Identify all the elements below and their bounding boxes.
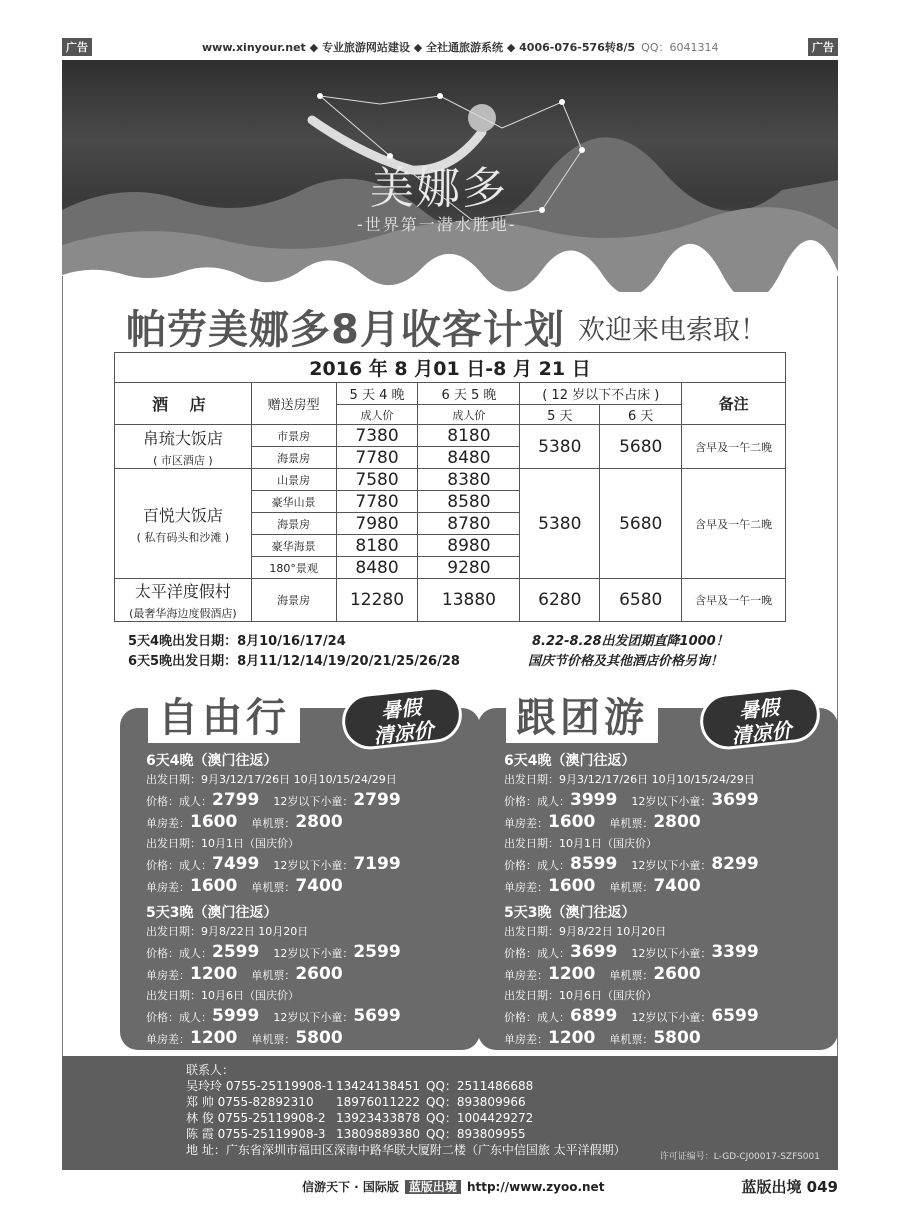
contact-mobile: 18976011222 bbox=[336, 1095, 420, 1109]
child-label: 12岁以下小童： bbox=[273, 1011, 354, 1024]
hero-banner bbox=[62, 60, 838, 292]
child-label: 12岁以下小童： bbox=[631, 947, 712, 960]
package-price bbox=[146, 1006, 466, 1028]
panel-free-travel bbox=[120, 695, 480, 1050]
date-value: 10月6日（国庆价） bbox=[559, 989, 657, 1002]
price-5d4n: 7980 bbox=[336, 513, 418, 535]
child-label: 12岁以下小童： bbox=[631, 1011, 712, 1024]
header-5d4n: 5 天 4 晚 bbox=[336, 383, 418, 405]
child-price: 2599 bbox=[353, 942, 401, 962]
package-date bbox=[146, 770, 466, 790]
package-price bbox=[504, 1006, 824, 1028]
contact-mobile: 13923433878 bbox=[336, 1111, 420, 1125]
adult-price: 5999 bbox=[212, 1006, 260, 1026]
contact-name-phone: 吴玲玲 0755-25119908-1 bbox=[186, 1079, 334, 1093]
child-label: 12岁以下小童： bbox=[631, 795, 712, 808]
ad-label-left: 广告 bbox=[62, 38, 92, 56]
contact-label: 联系人： bbox=[186, 1063, 235, 1077]
adult-price: 6899 bbox=[570, 1006, 618, 1026]
date-value: 9月3/12/17/26日 10月10/15/24/29日 bbox=[201, 773, 397, 786]
price-label: 价格：成人： bbox=[504, 947, 570, 960]
single-supplement: 1600 bbox=[548, 812, 596, 832]
price-5d4n: 7780 bbox=[336, 491, 418, 513]
header-remark: 备注 bbox=[682, 383, 786, 425]
date-value: 9月8/22日 10月20日 bbox=[201, 925, 309, 938]
ticket-price: 5800 bbox=[295, 1028, 343, 1048]
price-label: 价格：成人： bbox=[146, 859, 212, 872]
adult-price: 7499 bbox=[212, 854, 260, 874]
price-6d5n: 8380 bbox=[418, 469, 520, 491]
date-label: 出发日期： bbox=[504, 925, 559, 938]
hotel-cell bbox=[115, 425, 252, 469]
adult-price: 3699 bbox=[570, 942, 618, 962]
header-adult-6d: 成人价 bbox=[418, 405, 520, 425]
ad-label-right: 广告 bbox=[808, 38, 838, 56]
package-date bbox=[504, 834, 824, 854]
price-label: 价格：成人： bbox=[146, 1011, 212, 1024]
contact-qq: QQ：1004429272 bbox=[426, 1111, 534, 1125]
page-number: 蓝版出境 049 bbox=[741, 1178, 838, 1196]
contact-mobile: 13809889380 bbox=[336, 1127, 420, 1141]
package-extras bbox=[146, 812, 466, 834]
price-6d5n: 8580 bbox=[418, 491, 520, 513]
single-label: 单房差： bbox=[146, 881, 190, 894]
contact-qq: QQ：893809966 bbox=[426, 1095, 526, 1109]
ticket-label: 单机票： bbox=[609, 969, 654, 982]
page-subtitle: 欢迎来电索取！ bbox=[578, 315, 767, 346]
footer-center bbox=[302, 1178, 604, 1195]
contact-row bbox=[186, 1094, 626, 1110]
panel-body bbox=[504, 752, 824, 1050]
hotel-name: 帛琉大饭店 bbox=[142, 428, 223, 448]
date-value: 10月1日（国庆价） bbox=[201, 837, 299, 850]
package-date bbox=[146, 986, 466, 1006]
package-price bbox=[504, 790, 824, 812]
ticket-price: 2600 bbox=[295, 964, 343, 984]
table-row bbox=[115, 579, 786, 622]
hotel-cell bbox=[115, 579, 252, 622]
date-label: 出发日期： bbox=[146, 925, 201, 938]
package-title: 6天4晚（澳门往返） bbox=[504, 753, 636, 769]
header-hotel: 酒 店 bbox=[115, 383, 252, 425]
price-6d5n: 9280 bbox=[418, 557, 520, 579]
room-type: 海景房 bbox=[251, 447, 336, 469]
package-date bbox=[504, 770, 824, 790]
price-5d4n: 8480 bbox=[336, 557, 418, 579]
date-label: 出发日期： bbox=[146, 989, 201, 1002]
room-type: 山景房 bbox=[251, 469, 336, 491]
package-extras bbox=[504, 1028, 824, 1050]
date-value: 10月6日（国庆价） bbox=[201, 989, 299, 1002]
panel-title: 跟团游 bbox=[506, 686, 658, 743]
adult-price: 2799 bbox=[212, 790, 260, 810]
room-type: 180°景观 bbox=[251, 557, 336, 579]
package-extras bbox=[146, 1028, 466, 1050]
panel-title: 自由行 bbox=[148, 686, 300, 743]
single-label: 单房差： bbox=[504, 817, 548, 830]
price-5d4n: 12280 bbox=[336, 579, 418, 622]
departure-line-6d: 6天5晚出发日期：8月11/12/14/19/20/21/25/26/28 bbox=[128, 654, 460, 669]
ticket-label: 单机票： bbox=[251, 817, 296, 830]
ticket-label: 单机票： bbox=[251, 1033, 296, 1046]
package-price bbox=[504, 854, 824, 876]
departure-note-discount: 8.22-8.28出发团期直降1000！ bbox=[532, 634, 729, 649]
footer-url[interactable]: http://www.zyoo.net bbox=[466, 1180, 605, 1194]
price-6d5n: 8780 bbox=[418, 513, 520, 535]
package-price bbox=[146, 942, 466, 964]
room-type: 市景房 bbox=[251, 425, 336, 447]
ticket-label: 单机票： bbox=[251, 881, 296, 894]
price-6d5n: 8180 bbox=[418, 425, 520, 447]
adult-price: 8599 bbox=[570, 854, 618, 874]
package-title: 5天3晚（澳门往返） bbox=[504, 905, 636, 921]
single-label: 单房差： bbox=[146, 817, 190, 830]
single-supplement: 1200 bbox=[190, 1028, 238, 1048]
contact-qq: QQ：2511486688 bbox=[426, 1079, 534, 1093]
contact-qq: QQ：893809955 bbox=[426, 1127, 526, 1141]
ticket-label: 单机票： bbox=[609, 1033, 654, 1046]
hotel-sub: ( 私有码头和沙滩 ) bbox=[136, 530, 230, 544]
child-label: 12岁以下小童： bbox=[273, 859, 354, 872]
package-extras bbox=[504, 812, 824, 834]
date-range: 2016 年 8 月01 日-8 月 21 日 bbox=[115, 353, 786, 383]
child-price: 6599 bbox=[711, 1006, 759, 1026]
single-label: 单房差： bbox=[146, 1033, 190, 1046]
child-price: 7199 bbox=[353, 854, 401, 874]
badge-line-1: 暑假 bbox=[737, 695, 781, 724]
child-price-5d: 5380 bbox=[520, 469, 600, 579]
single-supplement: 1200 bbox=[548, 964, 596, 984]
child-price-5d: 6280 bbox=[520, 579, 600, 622]
table-header-row bbox=[115, 383, 786, 405]
adult-price: 2599 bbox=[212, 942, 260, 962]
single-supplement: 1600 bbox=[190, 812, 238, 832]
single-label: 单房差： bbox=[504, 881, 548, 894]
price-label: 价格：成人： bbox=[504, 795, 570, 808]
package-date bbox=[146, 922, 466, 942]
single-label: 单房差： bbox=[504, 1033, 548, 1046]
room-type: 豪华海景 bbox=[251, 535, 336, 557]
date-label: 出发日期： bbox=[146, 773, 201, 786]
contact-mobile: 13424138451 bbox=[336, 1079, 420, 1093]
ticket-price: 2800 bbox=[653, 812, 701, 832]
child-price-6d: 6580 bbox=[600, 579, 682, 622]
package-date bbox=[504, 922, 824, 942]
price-6d5n: 13880 bbox=[418, 579, 520, 622]
remark: 含早及一午二晚 bbox=[682, 469, 786, 579]
ticket-price: 5800 bbox=[653, 1028, 701, 1048]
child-price: 5699 bbox=[353, 1006, 401, 1026]
footer-tag: 蓝版出境 bbox=[405, 1180, 461, 1194]
single-label: 单房差： bbox=[146, 969, 190, 982]
price-label: 价格：成人： bbox=[146, 947, 212, 960]
top-ad-bar bbox=[62, 38, 838, 56]
price-label: 价格：成人： bbox=[504, 1011, 570, 1024]
package-extras bbox=[146, 964, 466, 986]
header-room-type: 赠送房型 bbox=[251, 383, 336, 425]
remark: 含早及一午一晚 bbox=[682, 579, 786, 622]
price-5d4n: 7580 bbox=[336, 469, 418, 491]
package-price bbox=[146, 790, 466, 812]
date-value: 10月1日（国庆价） bbox=[559, 837, 657, 850]
price-5d4n: 7780 bbox=[336, 447, 418, 469]
table-row bbox=[115, 425, 786, 447]
contact-section bbox=[62, 1056, 838, 1170]
package-title: 6天4晚（澳门往返） bbox=[146, 753, 278, 769]
child-label: 12岁以下小童： bbox=[631, 859, 712, 872]
ticket-label: 单机票： bbox=[251, 969, 296, 982]
single-supplement: 1600 bbox=[190, 876, 238, 896]
package-extras bbox=[504, 876, 824, 898]
ticket-label: 单机票： bbox=[609, 881, 654, 894]
hotel-sub: ( 市区酒店 ) bbox=[153, 453, 213, 467]
package-extras bbox=[504, 964, 824, 986]
room-type: 海景房 bbox=[251, 513, 336, 535]
page-footer bbox=[62, 1176, 838, 1198]
package-date bbox=[146, 834, 466, 854]
room-type: 海景房 bbox=[251, 579, 336, 622]
price-5d4n: 7380 bbox=[336, 425, 418, 447]
single-supplement: 1200 bbox=[190, 964, 238, 984]
table-date-row bbox=[115, 353, 786, 383]
contact-row bbox=[186, 1110, 626, 1126]
topbar-text bbox=[202, 39, 718, 55]
child-price-5d: 5380 bbox=[520, 425, 600, 469]
price-table bbox=[114, 352, 786, 622]
contact-name-phone: 林 俊 0755-25119908-2 bbox=[186, 1111, 326, 1125]
header-child: ( 12 岁以下不占床 ) bbox=[520, 383, 682, 405]
contact-address: 地 址：广东省深圳市福田区深南中路华联大厦附二楼（广东中信国旅 太平洋假期） bbox=[186, 1143, 626, 1157]
child-label: 12岁以下小童： bbox=[273, 795, 354, 808]
price-5d4n: 8180 bbox=[336, 535, 418, 557]
child-price: 3399 bbox=[711, 942, 759, 962]
ticket-price: 7400 bbox=[653, 876, 701, 896]
topbar-links: www.xinyour.net ◆ 专业旅游网站建设 ◆ 全社通旅游系统 ◆ 4006-076-576转8/5 bbox=[202, 41, 636, 54]
ticket-label: 单机票： bbox=[609, 817, 654, 830]
price-label: 价格：成人： bbox=[146, 795, 212, 808]
departure-note-holiday: 国庆节价格及其他酒店价格另询！ bbox=[528, 654, 724, 669]
contact-name-phone: 郑 帅 0755-82892310 bbox=[186, 1095, 314, 1109]
topbar-qq: QQ：6041314 bbox=[641, 41, 719, 54]
header-6d5n: 6 天 5 晚 bbox=[418, 383, 520, 405]
contact-name-phone: 陈 霞 0755-25119908-3 bbox=[186, 1127, 326, 1141]
package-title: 5天3晚（澳门往返） bbox=[146, 905, 278, 921]
child-price-6d: 5680 bbox=[600, 425, 682, 469]
price-6d5n: 8980 bbox=[418, 535, 520, 557]
page-title: 帕劳美娜多8月收客计划 bbox=[126, 307, 565, 353]
badge-line-1: 暑假 bbox=[379, 695, 423, 724]
adult-price: 3999 bbox=[570, 790, 618, 810]
package-extras bbox=[146, 876, 466, 898]
child-price: 2799 bbox=[353, 790, 401, 810]
price-label: 价格：成人： bbox=[504, 859, 570, 872]
hotel-name: 百悦大饭店 bbox=[142, 505, 223, 525]
header-adult-5d: 成人价 bbox=[336, 405, 418, 425]
panel-group-tour bbox=[478, 695, 838, 1050]
ticket-price: 2800 bbox=[295, 812, 343, 832]
hero-brand: 美娜多 bbox=[370, 163, 508, 214]
child-price-6d: 5680 bbox=[600, 469, 682, 579]
license-number: 许可证编号：L-GD-CJ00017-SZFS001 bbox=[659, 1152, 820, 1162]
price-6d5n: 8480 bbox=[418, 447, 520, 469]
ticket-price: 7400 bbox=[295, 876, 343, 896]
date-value: 9月8/22日 10月20日 bbox=[559, 925, 667, 938]
contact-row bbox=[186, 1078, 626, 1094]
hotel-sub: (最奢华海边度假酒店) bbox=[129, 607, 237, 620]
header-child-6d: 6 天 bbox=[600, 405, 682, 425]
hotel-name: 太平洋度假村 bbox=[134, 582, 231, 601]
package-date bbox=[504, 986, 824, 1006]
room-type: 豪华山景 bbox=[251, 491, 336, 513]
departure-line-5d: 5天4晚出发日期：8月10/16/17/24 bbox=[128, 634, 346, 649]
date-value: 9月3/12/17/26日 10月10/15/24/29日 bbox=[559, 773, 755, 786]
date-label: 出发日期： bbox=[504, 837, 559, 850]
contact-list bbox=[186, 1062, 626, 1158]
single-supplement: 1600 bbox=[548, 876, 596, 896]
child-price: 3699 bbox=[711, 790, 759, 810]
package-price bbox=[146, 854, 466, 876]
single-label: 单房差： bbox=[504, 969, 548, 982]
panel-body bbox=[146, 752, 466, 1050]
ticket-price: 2600 bbox=[653, 964, 701, 984]
badge-line-2: 清凉价 bbox=[372, 717, 435, 748]
header-child-5d: 5 天 bbox=[520, 405, 600, 425]
package-price bbox=[504, 942, 824, 964]
date-label: 出发日期： bbox=[504, 989, 559, 1002]
date-label: 出发日期： bbox=[146, 837, 201, 850]
badge-line-2: 清凉价 bbox=[730, 717, 793, 748]
child-label: 12岁以下小童： bbox=[273, 947, 354, 960]
single-supplement: 1200 bbox=[548, 1028, 596, 1048]
contact-row bbox=[186, 1126, 626, 1142]
hotel-cell bbox=[115, 469, 252, 579]
table-row bbox=[115, 469, 786, 491]
child-price: 8299 bbox=[711, 854, 759, 874]
footer-brand: 信游天下 · 国际版 bbox=[302, 1180, 399, 1194]
remark: 含早及一午二晚 bbox=[682, 425, 786, 469]
hero-tagline: -世界第一潜水胜地- bbox=[357, 215, 517, 234]
date-label: 出发日期： bbox=[504, 773, 559, 786]
